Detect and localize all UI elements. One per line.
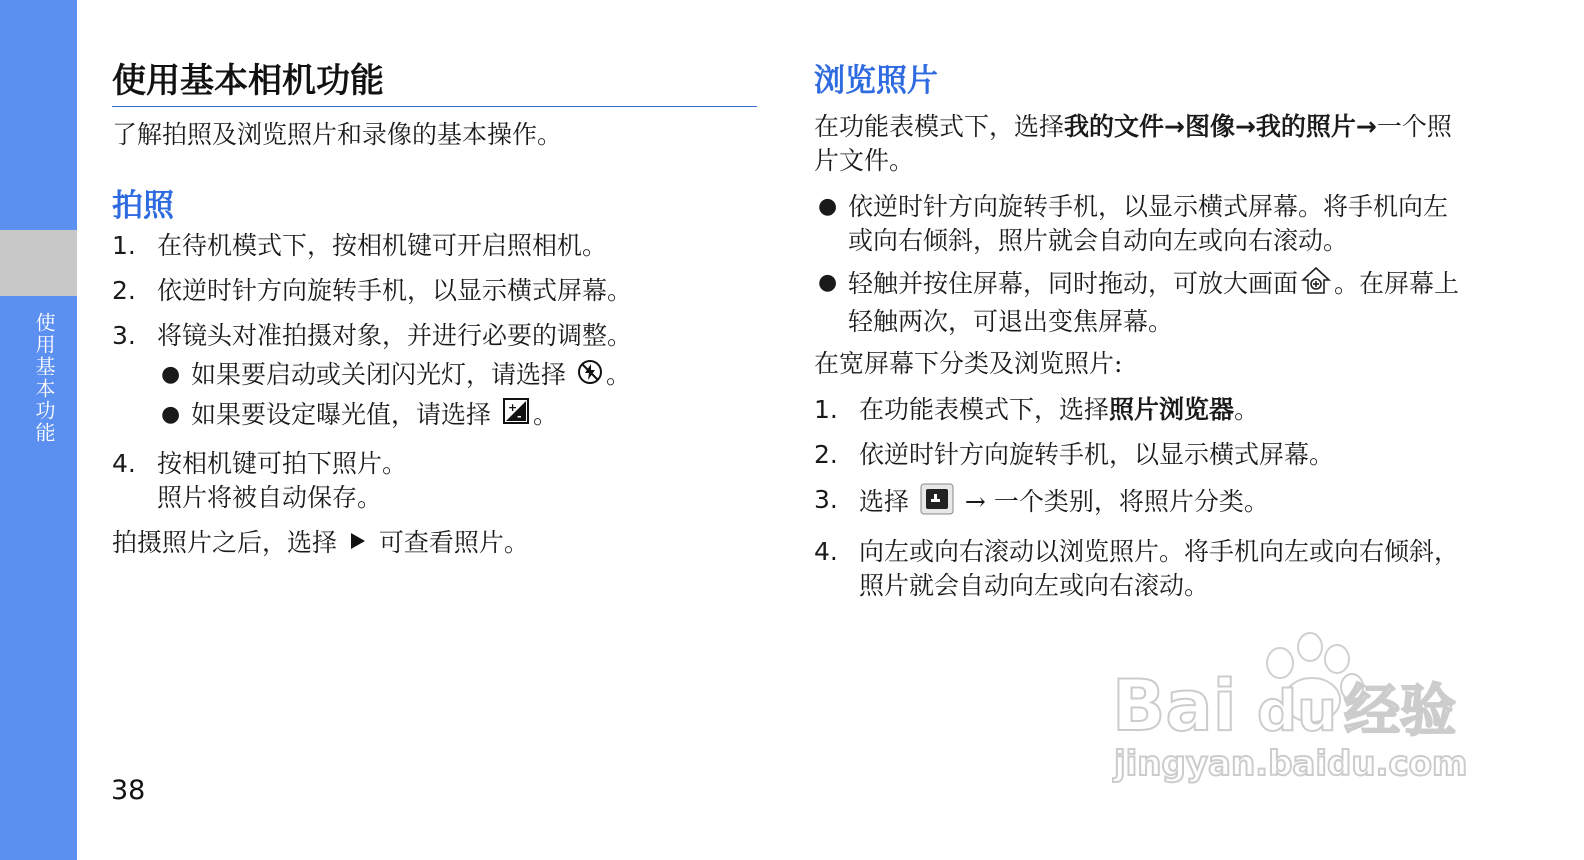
intro-text: 了解拍照及浏览照片和录像的基本操作。 [112, 120, 563, 149]
list-item [157, 396, 757, 436]
step-number: 1. [112, 231, 136, 260]
watermark-brand: Bai [1112, 665, 1237, 747]
sub-text: 如果要启动或关闭闪光灯，请选择 [191, 360, 567, 389]
list-item [112, 447, 757, 515]
step-number: 2. [112, 276, 136, 305]
category-icon [920, 483, 954, 524]
step-text: 依逆时针方向旋转手机，以显示横式屏幕。 [859, 440, 1335, 469]
step-number: 3. [112, 321, 136, 350]
exposure-icon [502, 397, 530, 436]
section-heading-take-photo: 拍照 [112, 188, 174, 224]
step-note: 照片将被自动保存。 [157, 482, 383, 512]
sidebar-chapter-label: 使用基本功能 [32, 312, 56, 444]
step-number: 1. [814, 395, 838, 424]
sub-text: 如果要设定曝光值，请选择 [191, 399, 492, 429]
menu-path: 我的文件→图像→我的照片→ [1064, 112, 1377, 141]
step-text: 在待机模式下，按相机键可开启照相机。 [157, 231, 608, 260]
list-item [814, 190, 1464, 258]
wide-screen-steps [814, 393, 1464, 603]
step-number: 3. [814, 485, 838, 514]
bullet-text: 依逆时针方向旋转手机，以显示横式屏幕。将手机向左或向右倾斜，照片就会自动向左或向右滚动。 [848, 192, 1449, 255]
list-item [112, 229, 757, 263]
svg-text:-: - [516, 409, 522, 423]
list-item [112, 319, 757, 436]
step-number: 4. [112, 448, 136, 478]
bullet-text-end: 。在屏幕上轻触两次，可退出变焦屏幕。 [848, 269, 1460, 336]
step-text: 选择 [859, 487, 910, 516]
list-item [814, 535, 1464, 603]
zoom-icon [1301, 266, 1331, 305]
left-column [112, 58, 757, 561]
bullet-icon: ● [818, 194, 838, 219]
step-text: 在功能表模式下，选择 [859, 395, 1110, 424]
lead-prefix: 在功能表模式下，选择 [814, 112, 1065, 141]
after-shot-text [112, 526, 757, 562]
flash-icon [577, 358, 603, 396]
list-item [814, 266, 1464, 339]
play-icon [348, 527, 368, 561]
page-number: 38 [111, 775, 146, 806]
wide-screen-heading: 在宽屏幕下分类及浏览照片: [814, 349, 1123, 378]
step-text: 按相机键可拍下照片。 [157, 448, 408, 478]
list-item [157, 356, 757, 396]
list-item [814, 438, 1464, 472]
list-item [814, 483, 1464, 524]
step-text: 将镜头对准拍摄对象，并进行必要的调整。 [157, 321, 633, 350]
step-text: 依逆时针方向旋转手机，以显示横式屏幕。 [157, 276, 633, 305]
after-before: 拍摄照片之后，选择 [112, 527, 338, 557]
step-text-end: → 一个类别，将照片分类。 [964, 487, 1269, 516]
section-heading-browse-photos: 浏览照片 [814, 63, 938, 99]
step-number: 4. [814, 537, 838, 566]
watermark-brand-du: du [1257, 679, 1337, 744]
list-item [112, 274, 757, 308]
sub-end: 。 [605, 360, 631, 389]
bullet-icon: ● [161, 362, 181, 387]
step-number: 2. [814, 440, 838, 469]
menu-item-photo-browser: 照片浏览器 [1109, 395, 1235, 424]
step-text-end: 。 [1234, 395, 1260, 424]
chapter-marker [0, 230, 77, 296]
page-title: 使用基本相机功能 [112, 58, 757, 107]
svg-text:+: + [507, 400, 518, 414]
take-photo-steps [112, 229, 757, 515]
list-item [814, 393, 1464, 427]
lead-suffix: 一个照片文件。 [814, 112, 1452, 175]
after-after: 可查看照片。 [378, 527, 529, 557]
sub-end: 。 [532, 399, 558, 429]
lead-text [814, 110, 1464, 178]
watermark-jingyan: 经验 [1344, 679, 1456, 744]
sub-list [157, 356, 757, 436]
bullet-icon: ● [818, 270, 838, 295]
bullet-text: 轻触并按住屏幕，同时拖动，可放大画面 [848, 269, 1299, 298]
step-text: 向左或向右滚动以浏览照片。将手机向左或向右倾斜，照片就会自动向左或向右滚动。 [859, 537, 1460, 600]
baidu-watermark [1112, 625, 1472, 785]
right-column [814, 58, 1464, 614]
watermark-url: jingyan.baidu.com [1114, 744, 1468, 784]
browse-bullets [814, 190, 1464, 339]
bullet-icon: ● [161, 401, 181, 427]
